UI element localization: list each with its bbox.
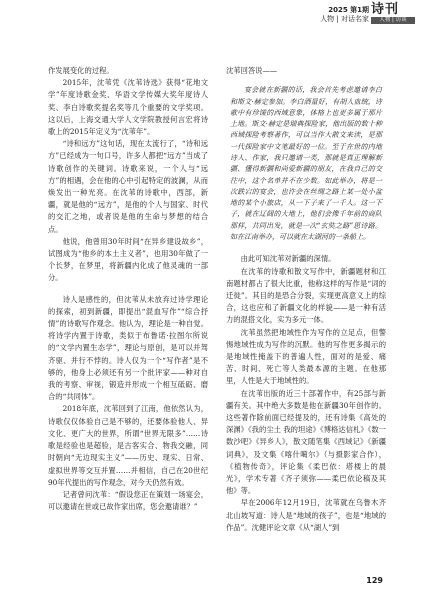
- paragraph: 诗人是感性的，但沈苇从未放弃过诗学理论的探索，初到新疆，即提出“混血写作”“综合抒情”的诗歌写作观念。他认为，理论是一种自觉。将诗学内置于诗歌，类似于布鲁诺·拉图尔所说的“文学内置生态学”，理论与原创，是可以并驾齐驱、并行不悖的。诗人仅为一个“写作者”是不够的，他身上必须还有另一个批评家——种对自我的考察、审视，锻造并形成一个相互砥砺、磨合的“共同体”。: [48, 294, 208, 402]
- paragraph: 在沈苇的诗歌和散文写作中，新疆题材和江南题材都占了很大比重，他称这样的写作是“词的迁徙”。其目的是恐合分裂，实现更高意义上的综合，这也应和了新疆文化的样貌——是一种有活力的混搭文化，实为多元一体。: [226, 266, 386, 325]
- interview-quote: 宴会就在新疆的话，我会首先考虑邀请李白和斯文·赫定参加。李白酒量好，有胡人血统，诗歌中有珍馐的西域意象，体格上也更多属于那片土地。斯文·赫定是瑞典探险家，他出版的数十种西域探险考察著作，可以当作大散文来读，是那一代探险家中文笔最好的一位。至于在世的内地诗人、作家，我只邀请一类，那就是真正理解新疆、懂得新疆和尚爱新疆的朋友，在我自己的交往中，这个名单并不在少数。如此举办，将是一次跌宕的宴会，也许会在丝绸之路上某一处小盆地的某个小旅店，从一下子来了一千人。这一下子，就在辽阔的大地上，他们会像千年前的商队那样，共同出发，就是一次“玄奘之路”思诗路。如在江南举办，可以就在太湖河的一条船上。: [230, 86, 382, 242]
- paragraph: 沈苇虽然把地域性作为写作的立足点，但警惕地域性成为写作的沉默。他的写作更多揭示的是地域性掩盖下的普遍人性，面对的是爱、痛苦、时间、死亡等人类最本源的主题。在他那里，人性是大于地域性的。: [226, 327, 386, 386]
- paragraph: 2018年底，沈苇回到了江南，他依然认为，诗歌仅仅体验自己是不够的，还要体验他人、异文化、更广大的世界，所谓“世界无限多”……诗歌是经验也是超验，是古客实合、物我交融，同时朝向“无边现实主义”——历史、现实、日常、虚拟世界等交互并置……并相信，自己在20世纪90年代提出的写作观念，对今天仍然有效。: [48, 404, 208, 487]
- section-label: 人物 | 对话名家: [320, 15, 369, 23]
- issue-number: 2025 第1期: [328, 6, 369, 14]
- logo-sub-text: 人物 | 访谈: [371, 17, 415, 24]
- paragraph: 早在2006年12月19日，沈苇就在乌鲁木齐北山坡写道：诗人是“地域的孩子”，也是“地域的作品”。沈健评论文章《从“湖人”到: [226, 498, 386, 532]
- paragraph: 在沈苇出版的近三十部著作中，有25部与新疆有关。其中绝大多数是他在新疆30年创作的。这些著作除前面已经提及的，还有诗集《高处的深渊》《我的尘土 我的坦途》《博格达信札》《数一数沙吧》《异乡人》，散文随笔集《西域记》《新疆词典》，及文集《喀什噶尔》（与摄影家合作），《植物传奇》，评论集《柔巴依：塔楼上的晨光》，学术专著《齐子须弥——柔巴依论稿及其他》等。: [226, 388, 386, 496]
- page-header: [307, 0, 427, 28]
- magazine-logo: [371, 3, 415, 26]
- page-number: 129: [366, 576, 383, 585]
- qa-label: 沈苇回答说——: [226, 66, 278, 75]
- paragraph: 记者曾问沈苇：“假设您正在策划一场宴会，可以邀请在世或已故作家出席，您会邀请谁？”: [48, 489, 208, 512]
- paragraph: 作发展变化的过程。: [48, 66, 114, 75]
- paragraph: 他说，他曾用30年时间“在异乡建设故乡”，试图成为“他乡的本土主义者”，也用30年做了一个长梦，在梦里，将新疆内化成了他灵魂的一部分。: [48, 236, 208, 283]
- issue-info: [320, 6, 369, 24]
- left-column: [48, 65, 208, 513]
- paragraph: 2015年，沈苇凭《沈苇诗选》获得“花地文学”年度诗歌金奖、华语文学传媒大奖年度诗人奖、李白诗歌奖提名奖等几个重要的文学奖项。这以后，上海交通大学人文学院教授何言宏将诗歌上的2015年定义为“沈苇年”。: [48, 78, 208, 137]
- paragraph: “诗和远方”这句话，现在太流行了，“诗和远方”已经成为一句口号，许多人都把“远方”当成了诗歌创作的关键词。诗歌来说，一个人与“远方”的相遇，会在他的心中引起特定的波澜，从而焕发出一种光亮。在沈苇的诗歌中，西部，新疆，就是他的“远方”，是他的个人与国家、时代的交汇之地，或者说是他的生命与梦想的结合点。: [48, 139, 208, 234]
- logo-main-text: 诗刊: [371, 2, 400, 17]
- paragraph: 由此可知沈苇对新疆的深情。: [240, 254, 336, 264]
- right-column: [226, 65, 386, 534]
